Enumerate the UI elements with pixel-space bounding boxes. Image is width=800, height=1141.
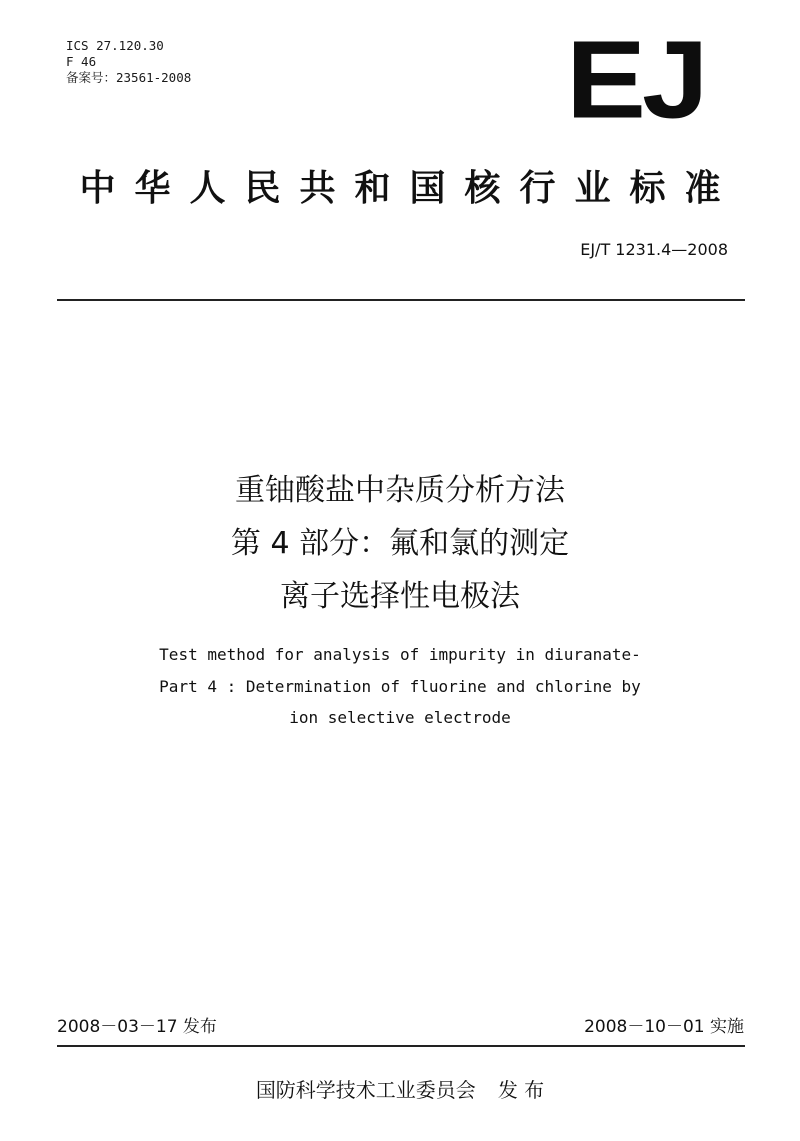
ccs-code: F 46 [66,54,97,69]
standard-type-title: 中华人民共和国核行业标准 [79,168,740,209]
ics-code: ICS 27.120.30 [66,38,164,53]
publish-action: 发 布 [497,1078,545,1102]
english-title-line-1: Test method for analysis of impurity in diuranate- [159,645,641,664]
chinese-title-line-2: 第 4 部分：氟和氯的测定 [230,526,570,561]
record-number: 备案号：23561-2008 [66,70,192,85]
chinese-title-line-3: 离子选择性电极法 [280,579,520,614]
english-title-line-2: Part 4 : Determination of fluorine and chlorine by [159,677,641,696]
classification-block [66,38,191,86]
issue-date: 2008－03－17 发布 [57,1017,217,1037]
publisher-name: 国防科学技术工业委员会 [255,1078,476,1102]
standard-code: EJ/T 1231.4—2008 [580,240,728,259]
publisher-line [0,1074,800,1103]
english-title-line-3: ion selective electrode [289,708,511,727]
ej-logo: EJ [566,18,705,142]
implementation-date: 2008－10－01 实施 [584,1017,744,1037]
chinese-title-line-1: 重铀酸盐中杂质分析方法 [235,473,565,508]
bottom-divider [57,1045,745,1047]
top-divider [57,299,745,301]
